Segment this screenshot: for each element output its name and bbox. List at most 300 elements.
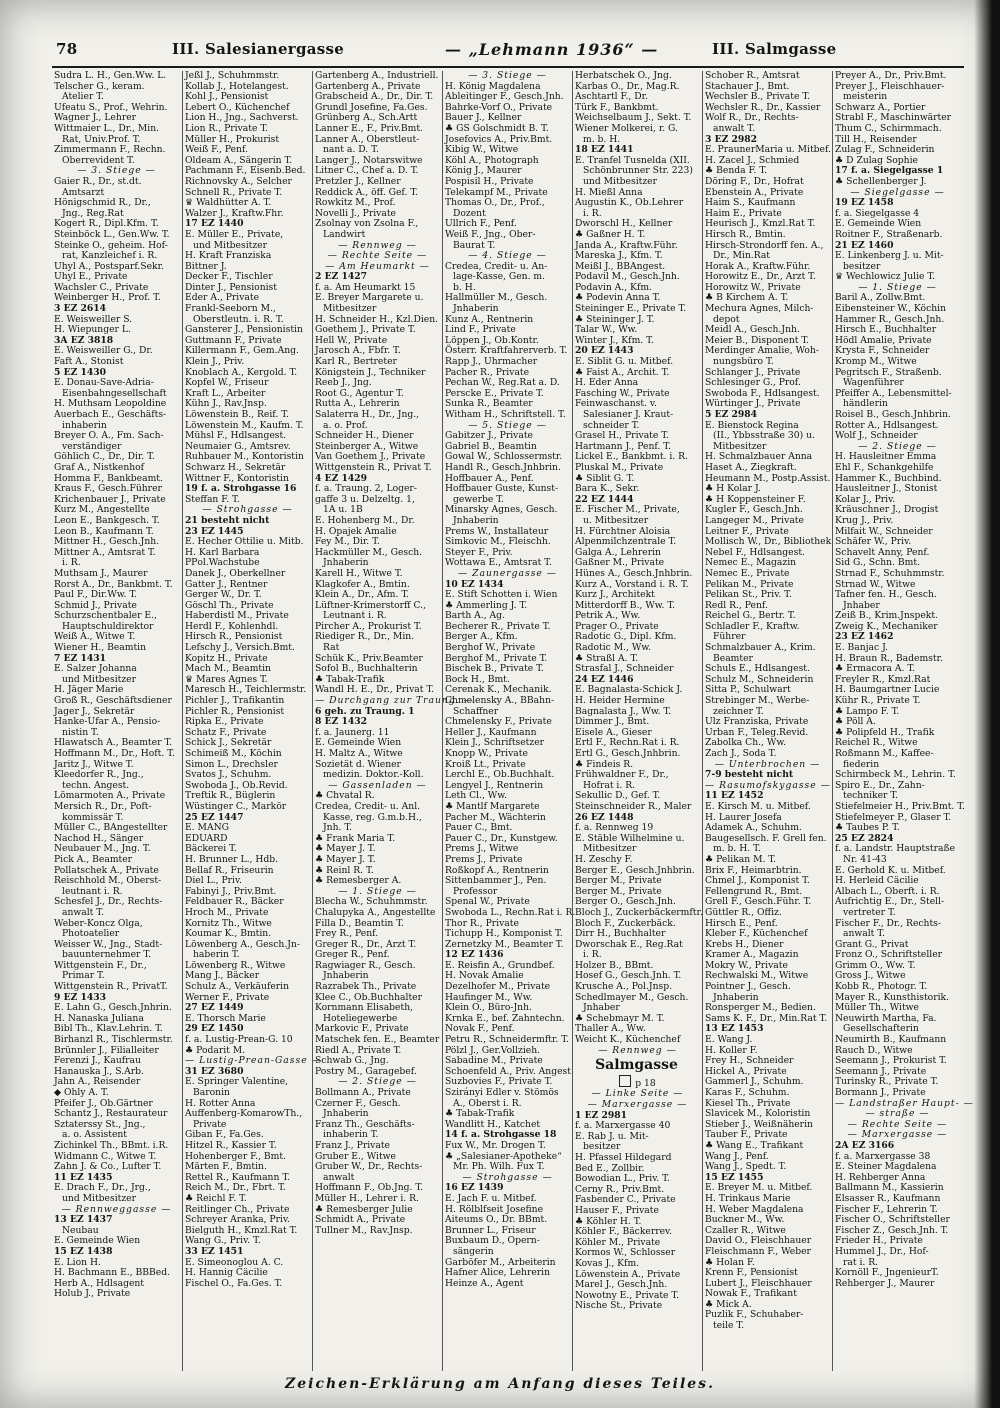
directory-entry: H. Rotter Anna (185, 1097, 256, 1109)
directory-entry: Mühsl F., Hdlsangest. (185, 430, 287, 442)
directory-entry: ♣ GS Golschmidt B. T. (445, 122, 549, 134)
directory-entry: Hirsch E., Penf. (705, 917, 778, 929)
directory-entry: Lebert O., Küchenchef (185, 101, 290, 113)
directory-entry: Zsolnay von Zsolna F., (315, 218, 419, 230)
directory-entry: Heinze A., Agent (445, 1277, 524, 1289)
directory-entry: ♛ Wechlowicz Julie T. (835, 271, 936, 283)
directory-entry: Rapp J., Uhrmacher (445, 356, 538, 368)
directory-entry: E. Lahn G., Gesch.Jnhrin. (54, 1002, 172, 1014)
directory-entry: ♣ Ermacora A. T. (835, 663, 916, 675)
directory-entry: f. a. Traung. 2, Loger- (315, 483, 417, 495)
directory-entry: Hoffmann M., Dr., Hoft. T. (54, 748, 175, 759)
directory-entry: Lüftner-Krimerstorff C., (315, 599, 427, 611)
directory-entry: Uhyl A., Postsparf.Sekr. (54, 260, 164, 272)
directory-entry: Jnhaberin (713, 991, 759, 1003)
directory-entry: Leon B., Kaufmann T. (54, 525, 154, 537)
directory-entry: ♣ Mick A. (705, 1298, 752, 1310)
page-number: 78 (56, 40, 78, 58)
directory-entry: f. a. Marxergasse 40 (575, 1120, 671, 1132)
directory-entry: Lengyel J., Rentnerin (445, 779, 544, 791)
directory-entry: Kohl J., Pensionist (185, 91, 269, 103)
directory-entry: und Mitbesitzer (62, 1192, 137, 1204)
directory-entry: H. Rehberger Anna (835, 1171, 926, 1183)
directory-entry: Pelikan St., Priv. T. (705, 589, 792, 601)
directory-entry: Lion H., Jng., Sachverst. (185, 112, 299, 124)
directory-entry: Aiteums O., Dr. BBmt. (445, 1214, 548, 1226)
directory-entry: händlerin (843, 398, 888, 410)
map-reference: p 18 (635, 1077, 656, 1089)
directory-entry: ♣ Reinl R. T. (315, 864, 374, 876)
directory-entry: Meier B., Disponent T. (705, 334, 810, 346)
directory-entry: Nemec E., Magazin (705, 557, 797, 569)
directory-entry: Bielguth H., Kmzl.Rat T. (185, 1224, 298, 1236)
directory-entry: Zernetzky M., Beamter T. (445, 938, 564, 950)
directory-entry: Türk F., Bankbmt. (575, 101, 659, 113)
directory-entry: Nowotny E., Private T. (575, 1289, 680, 1301)
directory-entry: Cerenak K., Mechanik. (445, 684, 552, 696)
directory-entry: ♣ Frank Maria T. (315, 832, 396, 844)
directory-entry: E. Bienstock Regina (705, 419, 799, 431)
directory-entry: Baronin (193, 1087, 230, 1098)
directory-entry: Knopp W., Private (445, 748, 528, 759)
directory-entry: nistin T. (62, 726, 99, 738)
directory-entry: Wagenführer (843, 377, 904, 389)
directory-entry: Novak F., Penf. (445, 1023, 515, 1035)
directory-entry: Simon L., Drechsler (185, 758, 278, 770)
directory-entry: anwalt (323, 1171, 355, 1183)
directory-entry: Mitbesitzer (713, 440, 767, 452)
house-number-entry: 10 EZ 1434 (445, 578, 504, 590)
directory-entry: Frankl-Seeborn M., (185, 303, 276, 315)
directory-entry: H. Novak Amalie (445, 970, 524, 982)
directory-entry: Hauptschuldirektor (62, 620, 154, 632)
directory-entry: Werner F., Private (185, 991, 270, 1003)
street-section-label: — 1. Stiege — (858, 281, 937, 293)
directory-entry: Podavil M., Gesch.Jnh. (575, 271, 680, 283)
directory-entry: Kornmann Elisabeth, (315, 1002, 414, 1014)
directory-entry: Krebs H., Diener (705, 938, 784, 950)
directory-entry: Mitterdorff B., Ww. T. (575, 599, 676, 611)
directory-entry: Jeßl J., Schuhmmstr. (185, 70, 280, 81)
directory-entry: Kräuschner J., Drogist (835, 504, 939, 516)
directory-entry: Hickel A., Private (705, 1065, 787, 1077)
directory-entry: Weiß A., Witwe T. (54, 631, 136, 643)
directory-entry: H. Braun R., Bademstr. (835, 652, 943, 664)
directory-column-2 (182, 70, 322, 1371)
directory-entry: Birhanzl R., Tischlermstr. (54, 1034, 173, 1046)
directory-entry: Knoblach A., Kergold. T. (185, 366, 298, 378)
directory-entry: Krug J., Priv. (835, 514, 894, 526)
street-section-label: — Landstraßer Haupt- — (835, 1097, 974, 1109)
directory-column-7 (832, 70, 974, 1371)
directory-entry: Suzbovies F., Private T. (445, 1076, 553, 1088)
directory-entry: Herbatschek O., Jng. (575, 70, 672, 81)
directory-entry: Herb A., Hdlsagent (54, 1277, 144, 1289)
directory-entry: Rutta A., Lehrerin (315, 398, 400, 410)
house-number-entry: 31 EZ 3680 (185, 1065, 244, 1077)
directory-entry: Eisele A., Gieser (575, 726, 652, 738)
directory-entry: Sid G., Schn. Bmt. (835, 557, 920, 569)
directory-entry: ♣ Pelikan M. T. (705, 853, 777, 865)
directory-entry: Hausleitner J., Stonist (835, 483, 938, 495)
directory-entry: Hofrat i. R. (583, 779, 636, 791)
directory-entry: H. Zacel J., Schmied (705, 154, 800, 166)
directory-entry: Szirányi Edler v. Stömös (445, 1087, 559, 1098)
directory-entry: H. König Magdalena (445, 80, 541, 92)
directory-entry: Prager O., Private (575, 620, 659, 632)
directory-entry: ♛ Mares Agnes T. (185, 673, 268, 685)
directory-entry: Rat (323, 642, 340, 654)
directory-entry: Kroiß Lt., Private (445, 758, 526, 770)
directory-entry: Danek J., Oberkellner (185, 567, 286, 579)
directory-entry: Schick J., Sekretär (185, 737, 272, 749)
street-section-label: — Rennweg — (338, 239, 417, 251)
directory-entry: und Mitbesitzer (583, 175, 658, 187)
directory-entry: Hirsch R., Pensionist (185, 631, 283, 643)
directory-entry: Löppen J., Ob.Kontr. (445, 334, 539, 346)
directory-entry: Holzer B., BBmt. (575, 959, 654, 971)
directory-entry: Kobb R., Photogr. T. (835, 981, 928, 993)
directory-entry: Tullner M., Rav.Jnsp. (315, 1224, 413, 1236)
directory-entry: ♣ H Kolar J. (705, 483, 761, 495)
directory-entry: Bittner J. (185, 260, 227, 272)
directory-entry: E. Gemeinde Wien (315, 737, 402, 749)
directory-entry: f. a. Rennweg 19 (575, 822, 654, 834)
directory-entry: Pospisil H., Private (445, 175, 534, 187)
directory-entry: Fleischmann F., Weber (705, 1245, 811, 1257)
directory-entry (573, 1075, 700, 1090)
directory-entry: rat, Kanzleichef i. R. (62, 250, 158, 262)
directory-entry: Greger R., Dr., Arzt T. (315, 938, 417, 950)
directory-entry: Jnhaber (583, 1002, 620, 1014)
directory-entry: Schreyer Aranka, Priv. (185, 1214, 290, 1226)
directory-entry: E. Weisweiller S. (54, 313, 133, 325)
directory-entry: Landwirt (323, 228, 366, 240)
directory-entry: Perscke E., Private T. (445, 387, 544, 399)
directory-entry: Schladler F., Kraftw. (705, 620, 800, 632)
directory-entry: E. Tranfel Tusnelda (XII. (575, 154, 690, 166)
square-symbol-icon (619, 1075, 631, 1087)
directory-entry: Fasching W., Private (575, 387, 670, 399)
directory-entry: Horak A., Kraftw.Führ. (705, 260, 811, 272)
directory-entry: Eder A., Private (185, 292, 260, 304)
page-header (52, 40, 964, 66)
directory-entry: Berger E., Gesch.Jnhbrin. (575, 864, 695, 876)
directory-entry: Haim S., Kaufmann (705, 197, 796, 209)
directory-entry: Kovas J., Kfm. (575, 1257, 640, 1269)
directory-entry: Homma F., Bankbeamt. (54, 472, 163, 484)
directory-entry: Kibig W., Witwe (445, 144, 519, 156)
directory-entry: Sabadine M., Private (445, 1055, 543, 1067)
directory-entry: EDUARD (185, 832, 228, 844)
directory-entry: Bellaf R., Friseurin (185, 864, 274, 876)
directory-entry: Strebinger M., Werbe- (705, 695, 810, 707)
directory-column-4 (442, 70, 576, 1371)
directory-entry: H. Fürchtner Aloisia (575, 525, 671, 537)
directory-entry: Heumann M., Postp.Assist. (705, 472, 831, 484)
directory-entry: Herdl F., Kohlenhdl. (185, 620, 279, 632)
directory-entry: Königstein J., Techniker (315, 366, 426, 378)
street-section-label: — straße — (865, 1108, 930, 1120)
directory-entry: Telekampf M., Private (445, 186, 548, 198)
directory-entry: Reitlinger Ch., Private (185, 1203, 290, 1215)
directory-entry: Killermann F., Gem.Ang. (185, 345, 299, 357)
directory-entry: Schoenfeld A., Priv. Angest. (445, 1065, 574, 1077)
directory-entry: Janda A., Kraftw.Führ. (575, 239, 678, 251)
directory-entry: leutnant i. R. (62, 885, 123, 897)
house-number-entry: 11 EZ 1435 (54, 1171, 113, 1183)
directory-entry: Kurz M., Angestellte (54, 504, 150, 516)
directory-entry: Klein A., Dr., Afm. T. (315, 589, 410, 601)
directory-entry: E. Donau-Save-Adria- (54, 377, 154, 389)
directory-entry: ♣ Podevin Anna T. (575, 292, 661, 304)
directory-entry: Feinwaschanst. v. (575, 398, 657, 410)
directory-entry: Stiefelmeier H., Priv.Bmt. T. (835, 800, 965, 812)
directory-entry: Matschek fen. E., Beamter (315, 1034, 440, 1046)
directory-entry: ♣ Siblit G. T. (575, 472, 635, 484)
directory-entry: Kromp M., Witwe (835, 356, 917, 368)
directory-entry: Guttmann F., Private (185, 334, 282, 346)
directory-entry: depot (713, 313, 740, 325)
directory-entry: ♣ Ammerling J. T. (445, 599, 528, 611)
directory-entry: Leth Cl., Ww. (445, 790, 507, 802)
directory-entry: Walzer J., Kraftw.Fhr. (185, 207, 284, 219)
directory-entry: Schulz M., Schneiderin (705, 673, 814, 685)
directory-entry: Krichenbauer J., Private (54, 493, 166, 505)
directory-entry: Löwenberg A., Gesch.Jn- (185, 938, 300, 950)
directory-entry: Hirsch R., Bmtin. (705, 228, 786, 240)
directory-entry: Buxbaum D., Opern- (445, 1235, 540, 1247)
directory-entry: Tafner fen. H., Gesch. (835, 589, 937, 601)
directory-entry: Petru R., Schneidermftr. T. (445, 1034, 569, 1046)
house-number-entry: 3 EZ 2982 (705, 133, 758, 145)
directory-entry: H. Laurer Josefa (705, 811, 782, 823)
directory-entry: 1A u. 1B (323, 504, 363, 516)
directory-entry: Berger A., Kfm. (445, 631, 518, 643)
directory-entry: Rettel R., Kaufmann T. (185, 1171, 291, 1183)
directory-entry: Kogert R., Dipl.Kfm. T. (54, 218, 159, 230)
directory-entry: Decker F., Tischler (185, 271, 273, 283)
directory-entry: Nachod H., Sänger (54, 832, 144, 844)
directory-entry: Goethem J., Private T. (315, 324, 416, 336)
directory-entry: teile T. (713, 1320, 745, 1332)
directory-entry: H. Nanaska Juliana (54, 1012, 144, 1024)
directory-entry: Fischel O., Fa.Ges. T. (185, 1277, 283, 1289)
directory-entry: a. o. Assistent (62, 1129, 127, 1141)
directory-entry: Köhl A., Photograph (445, 154, 539, 166)
directory-entry: techniker T. (843, 790, 899, 802)
directory-entry: H. Rölblfseit Josefine (445, 1203, 544, 1215)
directory-entry: Mitbesitzer (583, 843, 637, 855)
directory-entry: Hell W., Private (315, 334, 388, 346)
page-edge-shadow (974, 0, 1000, 1408)
directory-entry: Berger O., Gesch.Jnh. (575, 896, 676, 908)
directory-entry: i. R. (62, 557, 81, 569)
directory-entry: Frieder H., Private (835, 1235, 923, 1247)
directory-entry: Fischer F., Dr., Rechts- (835, 917, 941, 929)
directory-entry: haberin T. (193, 949, 240, 961)
directory-entry: Gross J., Witwe (835, 970, 906, 982)
directory-entry: Uhyl E., Private (54, 271, 128, 283)
directory-entry: Gammerl J., Schuhm. (705, 1076, 804, 1088)
directory-entry: Lion R., Private T. (185, 122, 269, 134)
house-number-entry: 17 f. a. Siegelgasse 1 (835, 165, 944, 177)
directory-entry: Hoffbauer A., Penf. (445, 472, 534, 484)
center-running-title: — „Lehmann 1936“ — (445, 40, 659, 59)
directory-entry: E. Springer Valentine, (185, 1076, 289, 1088)
house-number-entry: 25 EZ 2824 (835, 832, 894, 844)
directory-entry: meisterin (843, 91, 888, 103)
street-section-label: — Rasumofskygasse — (705, 779, 831, 791)
directory-entry: Lefschy J., Versich.Bmt. (185, 642, 295, 654)
directory-entry: Rechwalski M., Witwe (705, 970, 809, 982)
directory-entry: Treftik R., Büglerin (185, 790, 276, 802)
directory-entry: Stieber J., Weißnäherin (705, 1118, 813, 1130)
directory-entry: Dworschl H., Kellner (575, 218, 673, 230)
house-number-entry: 1 EZ 2981 (575, 1109, 628, 1121)
directory-entry: Neubauer M., Jng. T. (54, 843, 151, 855)
directory-entry: E. Simeonoglou A. C. (185, 1256, 284, 1268)
directory-entry: Kugler F., Gesch.Jnh. (705, 504, 803, 516)
directory-entry: Schönbrunner Str. 223) (583, 165, 693, 177)
directory-entry: H. Schneider H., Kzl.Dien. (315, 313, 439, 325)
directory-entry: E. PraunerMaria u. Mitbef. (705, 144, 831, 156)
directory-entry: Alpenmilchzentrale T. (575, 536, 677, 548)
directory-entry: Mr. Ph. Wilh. Fux T. (453, 1161, 545, 1173)
directory-entry: Zabolka Ch., Ww. (705, 737, 787, 749)
directory-entry: Pachmann F., Eisenb.Bed. (185, 165, 306, 177)
directory-entry: Haim E., Private (705, 207, 782, 219)
directory-entry: Sekullic D., Gef. T. (575, 790, 661, 802)
directory-entry: Klee C., Ob.Buchhalter (315, 991, 422, 1003)
directory-entry: Greger R., Penf. (315, 949, 390, 961)
directory-entry: ♣ Schebmayr M. T. (575, 1012, 665, 1024)
directory-entry: ♣ H Koppensteiner F. (705, 493, 806, 505)
directory-entry: Rowkitz M., Prof. (315, 197, 396, 209)
directory-entry: H. Karl Barbara (185, 546, 260, 558)
directory-entry: Göschl Th., Private (185, 599, 274, 611)
directory-entry: Ballmann M., Kassierin (835, 1182, 944, 1194)
directory-entry: Ebenstein A., Private (705, 186, 804, 198)
directory-entry: Kühn J., Rav.Jnsp. (185, 398, 267, 410)
street-section-label: — Siegelgasse — (850, 186, 945, 198)
directory-entry: Brix F., Heimarbtrin. (705, 864, 802, 876)
house-number-entry: 19 f. a. Strohgasse 16 (185, 483, 297, 495)
directory-entry: H. Brunner L., Hdb. (185, 853, 279, 865)
directory-entry: Groß R., Geschäftsdiener (54, 695, 172, 707)
directory-entry: Simkovic M., Fleischh. (445, 536, 551, 548)
directory-entry: Baugesellsch. F. Grell fen. (705, 832, 827, 844)
directory-entry: Sozietät d. Wiener (315, 758, 401, 770)
directory-entry: Winter J., Kfm. T. (575, 334, 654, 346)
directory-entry: H. Hannig Cäcilie (185, 1267, 268, 1279)
directory-entry: Fux W., Mr. Drogen T. (445, 1139, 546, 1151)
directory-entry: Fronz O., Schriftsteller (835, 949, 943, 961)
directory-entry: Zahn J. & Co., Lufter T. (54, 1161, 162, 1173)
directory-entry: Pauer C., Bmt. (445, 822, 513, 834)
directory-entry: fiederin (843, 758, 880, 770)
directory-entry: besitzer (583, 1141, 621, 1153)
directory-entry: Wang J., Spedt. T. (705, 1161, 787, 1173)
directory-entry: Strabl F., Maschinwärter (835, 112, 952, 124)
directory-entry: Pacher R., Private (445, 366, 530, 378)
directory-entry: Österr. Kraftfahrerverb. T. (445, 345, 568, 357)
directory-entry: Franz Th., Geschäfts- (315, 1118, 415, 1130)
directory-entry: ♣ Tabak-Trafik (315, 673, 385, 685)
directory-entry: Czaller R., Witwe (705, 1224, 786, 1236)
street-section-label: — 2. Stiege — (858, 440, 937, 452)
directory-entry: Augustin K., Ob.Lehrer (575, 197, 684, 209)
directory-entry: Atelier T. (62, 91, 104, 103)
directory-entry: E. Steiner Magdalena (835, 1161, 937, 1173)
directory-entry: Jager J., Sekretär (54, 705, 135, 717)
directory-entry: Hroch M., Private (185, 906, 269, 918)
directory-entry: Fey M., Dir. T. (315, 536, 380, 548)
directory-entry: Tichupp H., Komponist T. (445, 928, 563, 940)
directory-entry: Weichselbaum J., Sekt. T. (575, 112, 692, 124)
directory-entry: Beamter (713, 652, 753, 664)
street-section-label: — Zaunergasse — (458, 567, 557, 579)
directory-entry: ♣ Taubes P. T. (835, 822, 900, 834)
directory-entry: Hirsch-Strondorff fen. A., (705, 239, 824, 251)
directory-entry: Fellengrund R., Bmt. (705, 885, 803, 897)
directory-entry: Fabinyi J., Priv.Bmt. (185, 885, 277, 897)
directory-entry: Steffan F. T. (185, 493, 240, 505)
house-number-entry: 12 EZ 1436 (445, 949, 504, 961)
directory-entry: Hosef G., Gesch.Jnh. T. (575, 970, 682, 982)
directory-entry: Oldeam A., Sängerin T. (185, 154, 293, 166)
directory-entry: Redl R., Penf. (705, 599, 768, 611)
directory-entry: Krnka E., bef. Zahntechn. (445, 1012, 565, 1024)
directory-entry: Stiefelmeyer P., Glaser T. (835, 811, 952, 823)
directory-entry: Schavelt Anny, Penf. (835, 546, 930, 558)
house-number-entry: 29 EZ 1450 (185, 1023, 244, 1035)
directory-entry: Mittner H., Gesch.Jnh. (54, 536, 160, 548)
directory-entry: Razrabek Th., Private (315, 981, 417, 993)
directory-entry: Kurz J., Architekt (575, 589, 655, 601)
directory-entry: Giban F., Fa.Ges. (185, 1129, 264, 1141)
directory-entry: Jnhaberin (323, 1108, 369, 1120)
directory-entry: Wittgenstein F., Dr., (54, 959, 147, 971)
directory-entry: Feldbauer R., Bäcker (185, 896, 284, 908)
directory-entry: H. Wiepunger L. (54, 324, 131, 336)
directory-entry: H. Schmalzbauer Anna (705, 451, 813, 463)
directory-entry: Marel J., Gesch.Jnh. (575, 1279, 668, 1291)
directory-entry: ♣ Wang E., Trafikant (705, 1139, 804, 1151)
directory-entry: Dezelhofer M., Private (445, 981, 551, 993)
directory-entry: Sofol B., Buchhalterin (315, 663, 418, 675)
street-section-label: — Rechte Seite — (847, 1118, 948, 1130)
directory-entry: Franz J., Private (315, 1139, 390, 1151)
directory-entry: Jahn A., Reisender (54, 1076, 141, 1088)
directory-entry: Karell H., Witwe T. (315, 567, 403, 579)
directory-entry: Schlesinger G., Prof. (705, 377, 801, 389)
directory-entry: Koumar K., Bmtin. (185, 928, 272, 940)
directory-entry: Gansterer J., Pensionistin (185, 324, 303, 336)
directory-entry: Minarsky Agnes, Gesch. (445, 504, 558, 516)
directory-entry: Blecha W., Schuhmmstr. (315, 896, 428, 908)
directory-entry: Bäckerei T. (185, 843, 237, 855)
directory-entry: Gruber W., Dr., Rechts- (315, 1161, 423, 1173)
directory-entry: besitzer (843, 260, 881, 272)
directory-entry: Grünberg A., Sch.Artt (315, 112, 418, 124)
directory-entry: Mollisch W., Dr., Bibliothek. (705, 536, 835, 548)
directory-entry: Reichel G., Bertr. T. (705, 610, 796, 622)
directory-entry: Horowitz W., Private (705, 281, 801, 293)
directory-entry: Karl R., Bertreter (315, 356, 397, 368)
directory-entry: anwalt T. (713, 122, 755, 134)
directory-entry: E. Gemeinde Wien (54, 1235, 141, 1247)
